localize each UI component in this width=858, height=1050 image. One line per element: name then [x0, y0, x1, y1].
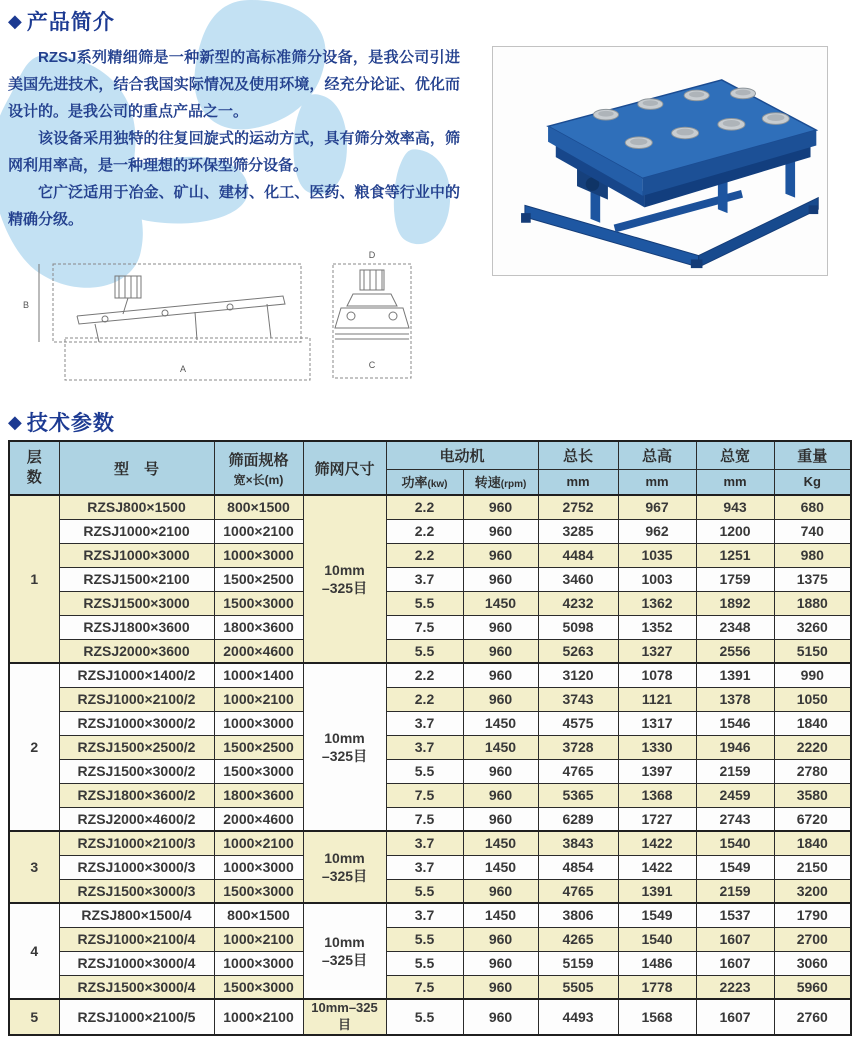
model-cell: RZSJ1000×2100	[59, 519, 214, 543]
weight-cell: 5150	[774, 639, 851, 663]
mesh-cell: 10mm –325目	[303, 903, 386, 999]
width-cell: 1549	[696, 855, 774, 879]
dim-label-D: D	[368, 250, 376, 260]
speed-cell: 960	[463, 807, 538, 831]
length-cell: 3120	[538, 663, 618, 687]
table-row	[9, 663, 851, 687]
header-layers: 层数	[9, 441, 59, 495]
spec-cell: 1000×3000	[214, 855, 303, 879]
power-cell: 7.5	[386, 783, 463, 807]
power-cell: 2.2	[386, 519, 463, 543]
weight-cell: 2150	[774, 855, 851, 879]
width-cell: 1607	[696, 951, 774, 975]
length-cell: 4484	[538, 543, 618, 567]
spec-cell: 1000×3000	[214, 543, 303, 567]
height-cell: 1003	[618, 567, 696, 591]
power-cell: 5.5	[386, 759, 463, 783]
power-cell: 7.5	[386, 807, 463, 831]
spec-cell: 1800×3600	[214, 615, 303, 639]
power-cell: 3.7	[386, 711, 463, 735]
spec-cell: 1500×3000	[214, 591, 303, 615]
length-cell: 3460	[538, 567, 618, 591]
width-cell: 2556	[696, 639, 774, 663]
table-row	[9, 735, 851, 759]
height-cell: 1778	[618, 975, 696, 999]
weight-cell: 2220	[774, 735, 851, 759]
layers-cell: 2	[9, 663, 59, 831]
header-power: 功率(kw)	[386, 469, 463, 495]
height-cell: 1330	[618, 735, 696, 759]
speed-cell: 960	[463, 639, 538, 663]
spec-cell: 1500×3000	[214, 759, 303, 783]
width-cell: 1546	[696, 711, 774, 735]
width-cell: 1759	[696, 567, 774, 591]
model-cell: RZSJ1000×3000	[59, 543, 214, 567]
speed-cell: 1450	[463, 735, 538, 759]
weight-cell: 990	[774, 663, 851, 687]
length-cell: 2752	[538, 495, 618, 519]
width-cell: 2459	[696, 783, 774, 807]
width-cell: 1391	[696, 663, 774, 687]
speed-cell: 960	[463, 519, 538, 543]
length-cell: 4493	[538, 999, 618, 1035]
height-cell: 1422	[618, 855, 696, 879]
weight-cell: 2700	[774, 927, 851, 951]
params-title-text: 技术参数	[26, 412, 115, 435]
model-cell: RZSJ1000×3000/3	[59, 855, 214, 879]
height-cell: 962	[618, 519, 696, 543]
power-cell: 7.5	[386, 975, 463, 999]
table-row	[9, 495, 851, 519]
width-cell: 1537	[696, 903, 774, 927]
table-row	[9, 879, 851, 903]
layers-cell: 3	[9, 831, 59, 903]
spec-cell: 1500×3000	[214, 879, 303, 903]
header-length-unit: mm	[538, 469, 618, 495]
speed-cell: 960	[463, 879, 538, 903]
weight-cell: 3580	[774, 783, 851, 807]
spec-cell: 1000×2100	[214, 687, 303, 711]
height-cell: 1549	[618, 903, 696, 927]
width-cell: 1200	[696, 519, 774, 543]
model-cell: RZSJ1000×2100/3	[59, 831, 214, 855]
power-cell: 3.7	[386, 735, 463, 759]
header-speed: 转速(rpm)	[463, 469, 538, 495]
spec-cell: 1800×3600	[214, 783, 303, 807]
layers-cell: 4	[9, 903, 59, 999]
speed-cell: 960	[463, 927, 538, 951]
power-cell: 2.2	[386, 687, 463, 711]
mesh-cell: 10mm –325目	[303, 663, 386, 831]
spec-cell: 1000×2100	[214, 831, 303, 855]
model-cell: RZSJ1500×2100	[59, 567, 214, 591]
weight-cell: 2760	[774, 999, 851, 1035]
model-cell: RZSJ800×1500	[59, 495, 214, 519]
weight-cell: 980	[774, 543, 851, 567]
width-cell: 1378	[696, 687, 774, 711]
speed-cell: 960	[463, 567, 538, 591]
height-cell: 1727	[618, 807, 696, 831]
length-cell: 4575	[538, 711, 618, 735]
height-cell: 1362	[618, 591, 696, 615]
table-row	[9, 807, 851, 831]
height-cell: 1486	[618, 951, 696, 975]
model-cell: RZSJ1500×3000/3	[59, 879, 214, 903]
spec-cell: 800×1500	[214, 903, 303, 927]
width-cell: 2159	[696, 759, 774, 783]
mesh-cell: 10mm –325目	[303, 495, 386, 663]
height-cell: 1078	[618, 663, 696, 687]
table-row	[9, 543, 851, 567]
speed-cell: 960	[463, 543, 538, 567]
layers-cell: 5	[9, 999, 59, 1035]
speed-cell: 960	[463, 759, 538, 783]
weight-cell: 1840	[774, 831, 851, 855]
weight-cell: 1375	[774, 567, 851, 591]
width-cell: 1251	[696, 543, 774, 567]
width-cell: 2348	[696, 615, 774, 639]
intro-paragraph-1: RZSJ系列精细筛是一种新型的高标准筛分设备，是我公司引进美国先进技术，结合我国实际情况及使用环境，经充分论证、优化而设计的。是我公司的重点产品之一。	[8, 49, 460, 120]
model-cell: RZSJ1500×3000/2	[59, 759, 214, 783]
layers-cell: 1	[9, 495, 59, 663]
dimension-drawings	[15, 246, 435, 396]
spec-cell: 1000×2100	[214, 999, 303, 1035]
power-cell: 3.7	[386, 903, 463, 927]
weight-cell: 2780	[774, 759, 851, 783]
spec-cell: 1000×2100	[214, 927, 303, 951]
speed-cell: 1450	[463, 711, 538, 735]
spec-cell: 1000×3000	[214, 711, 303, 735]
weight-cell: 1790	[774, 903, 851, 927]
speed-cell: 960	[463, 783, 538, 807]
table-row	[9, 687, 851, 711]
width-cell: 2159	[696, 879, 774, 903]
height-cell: 967	[618, 495, 696, 519]
length-cell: 5098	[538, 615, 618, 639]
gyratory-screen-illustration	[497, 51, 823, 271]
height-cell: 1540	[618, 927, 696, 951]
table-row	[9, 615, 851, 639]
height-cell: 1391	[618, 879, 696, 903]
table-row	[9, 591, 851, 615]
spec-cell: 1500×2500	[214, 567, 303, 591]
length-cell: 3728	[538, 735, 618, 759]
header-mesh: 筛网尺寸	[303, 441, 386, 495]
model-cell: RZSJ1000×2100/4	[59, 927, 214, 951]
width-cell: 1892	[696, 591, 774, 615]
table-row	[9, 903, 851, 927]
length-cell: 5505	[538, 975, 618, 999]
weight-cell: 1840	[774, 711, 851, 735]
width-cell: 943	[696, 495, 774, 519]
length-cell: 3285	[538, 519, 618, 543]
weight-cell: 6720	[774, 807, 851, 831]
table-row	[9, 783, 851, 807]
length-cell: 5263	[538, 639, 618, 663]
power-cell: 5.5	[386, 927, 463, 951]
speed-cell: 960	[463, 663, 538, 687]
header-width-unit: mm	[696, 469, 774, 495]
model-cell: RZSJ2000×3600	[59, 639, 214, 663]
length-cell: 5365	[538, 783, 618, 807]
model-cell: RZSJ1000×1400/2	[59, 663, 214, 687]
power-cell: 5.5	[386, 879, 463, 903]
weight-cell: 740	[774, 519, 851, 543]
spec-cell: 800×1500	[214, 495, 303, 519]
header-height: 总高	[618, 441, 696, 469]
diamond-icon: ◆	[8, 10, 23, 31]
width-cell: 1946	[696, 735, 774, 759]
length-cell: 3806	[538, 903, 618, 927]
weight-cell: 680	[774, 495, 851, 519]
power-cell: 2.2	[386, 663, 463, 687]
speed-cell: 960	[463, 975, 538, 999]
dim-label-C: C	[368, 360, 376, 370]
table-row	[9, 927, 851, 951]
height-cell: 1568	[618, 999, 696, 1035]
length-cell: 4765	[538, 759, 618, 783]
weight-cell: 3060	[774, 951, 851, 975]
weight-cell: 3260	[774, 615, 851, 639]
table-row	[9, 951, 851, 975]
spec-cell: 1000×2100	[214, 519, 303, 543]
intro-paragraph-3: 它广泛适用于冶金、矿山、建材、化工、医药、粮食等行业中的精确分级。	[8, 184, 460, 228]
speed-cell: 960	[463, 999, 538, 1035]
width-cell: 2743	[696, 807, 774, 831]
mesh-cell: 10mm–325目	[303, 999, 386, 1035]
length-cell: 4232	[538, 591, 618, 615]
width-cell: 1607	[696, 927, 774, 951]
speed-cell: 1450	[463, 831, 538, 855]
intro-paragraphs	[8, 44, 460, 233]
dim-label-B: B	[23, 300, 30, 310]
length-cell: 6289	[538, 807, 618, 831]
length-cell: 5159	[538, 951, 618, 975]
spec-cell: 1500×2500	[214, 735, 303, 759]
technical-parameters-table	[8, 440, 852, 1036]
height-cell: 1397	[618, 759, 696, 783]
speed-cell: 1450	[463, 903, 538, 927]
length-cell: 4765	[538, 879, 618, 903]
table-row	[9, 759, 851, 783]
speed-cell: 1450	[463, 855, 538, 879]
power-cell: 3.7	[386, 831, 463, 855]
header-weight-unit: Kg	[774, 469, 851, 495]
length-cell: 3743	[538, 687, 618, 711]
model-cell: RZSJ1000×2100/5	[59, 999, 214, 1035]
weight-cell: 1050	[774, 687, 851, 711]
power-cell: 3.7	[386, 855, 463, 879]
height-cell: 1035	[618, 543, 696, 567]
intro-paragraph-2: 该设备采用独特的往复回旋式的运动方式，具有筛分效率高，筛网利用率高，是一种理想的环保型筛分设备。	[8, 130, 460, 174]
height-cell: 1327	[618, 639, 696, 663]
model-cell: RZSJ1500×3000/4	[59, 975, 214, 999]
speed-cell: 960	[463, 495, 538, 519]
model-cell: RZSJ1800×3600/2	[59, 783, 214, 807]
table-row	[9, 831, 851, 855]
speed-cell: 960	[463, 615, 538, 639]
spec-cell: 2000×4600	[214, 639, 303, 663]
model-cell: RZSJ1000×2100/2	[59, 687, 214, 711]
params-section-title	[8, 407, 115, 437]
header-length: 总长	[538, 441, 618, 469]
product-photo	[492, 46, 828, 276]
table-row	[9, 855, 851, 879]
length-cell: 3843	[538, 831, 618, 855]
table-row	[9, 567, 851, 591]
spec-cell: 1000×3000	[214, 951, 303, 975]
diamond-icon: ◆	[8, 411, 23, 432]
intro-title-text: 产品简介	[26, 11, 115, 34]
power-cell: 5.5	[386, 591, 463, 615]
model-cell: RZSJ2000×4600/2	[59, 807, 214, 831]
length-cell: 4265	[538, 927, 618, 951]
table-row	[9, 639, 851, 663]
weight-cell: 5960	[774, 975, 851, 999]
speed-cell: 1450	[463, 591, 538, 615]
header-model: 型 号	[59, 441, 214, 495]
table-row	[9, 519, 851, 543]
model-cell: RZSJ800×1500/4	[59, 903, 214, 927]
header-motor: 电动机	[386, 441, 538, 469]
intro-section-title	[8, 6, 115, 36]
spec-cell: 2000×4600	[214, 807, 303, 831]
power-cell: 5.5	[386, 999, 463, 1035]
model-cell: RZSJ1500×2500/2	[59, 735, 214, 759]
width-cell: 2223	[696, 975, 774, 999]
spec-cell: 1000×1400	[214, 663, 303, 687]
height-cell: 1317	[618, 711, 696, 735]
height-cell: 1121	[618, 687, 696, 711]
dim-label-A: A	[179, 364, 187, 374]
width-cell: 1607	[696, 999, 774, 1035]
header-height-unit: mm	[618, 469, 696, 495]
table-row	[9, 975, 851, 999]
height-cell: 1352	[618, 615, 696, 639]
height-cell: 1368	[618, 783, 696, 807]
header-width: 总宽	[696, 441, 774, 469]
header-weight: 重量	[774, 441, 851, 469]
width-cell: 1540	[696, 831, 774, 855]
model-cell: RZSJ1000×3000/4	[59, 951, 214, 975]
weight-cell: 3200	[774, 879, 851, 903]
table-body	[9, 495, 851, 1035]
power-cell: 2.2	[386, 543, 463, 567]
speed-cell: 960	[463, 951, 538, 975]
weight-cell: 1880	[774, 591, 851, 615]
model-cell: RZSJ1500×3000	[59, 591, 214, 615]
model-cell: RZSJ1000×3000/2	[59, 711, 214, 735]
power-cell: 7.5	[386, 615, 463, 639]
table-row	[9, 999, 851, 1035]
length-cell: 4854	[538, 855, 618, 879]
header-screen-spec: 筛面规格 宽×长(m)	[214, 441, 303, 495]
power-cell: 2.2	[386, 495, 463, 519]
height-cell: 1422	[618, 831, 696, 855]
mesh-cell: 10mm –325目	[303, 831, 386, 903]
power-cell: 3.7	[386, 567, 463, 591]
side-view-drawing	[15, 246, 315, 394]
table-row	[9, 711, 851, 735]
speed-cell: 960	[463, 687, 538, 711]
power-cell: 5.5	[386, 951, 463, 975]
spec-cell: 1500×3000	[214, 975, 303, 999]
power-cell: 5.5	[386, 639, 463, 663]
model-cell: RZSJ1800×3600	[59, 615, 214, 639]
end-view-drawing	[325, 246, 420, 394]
